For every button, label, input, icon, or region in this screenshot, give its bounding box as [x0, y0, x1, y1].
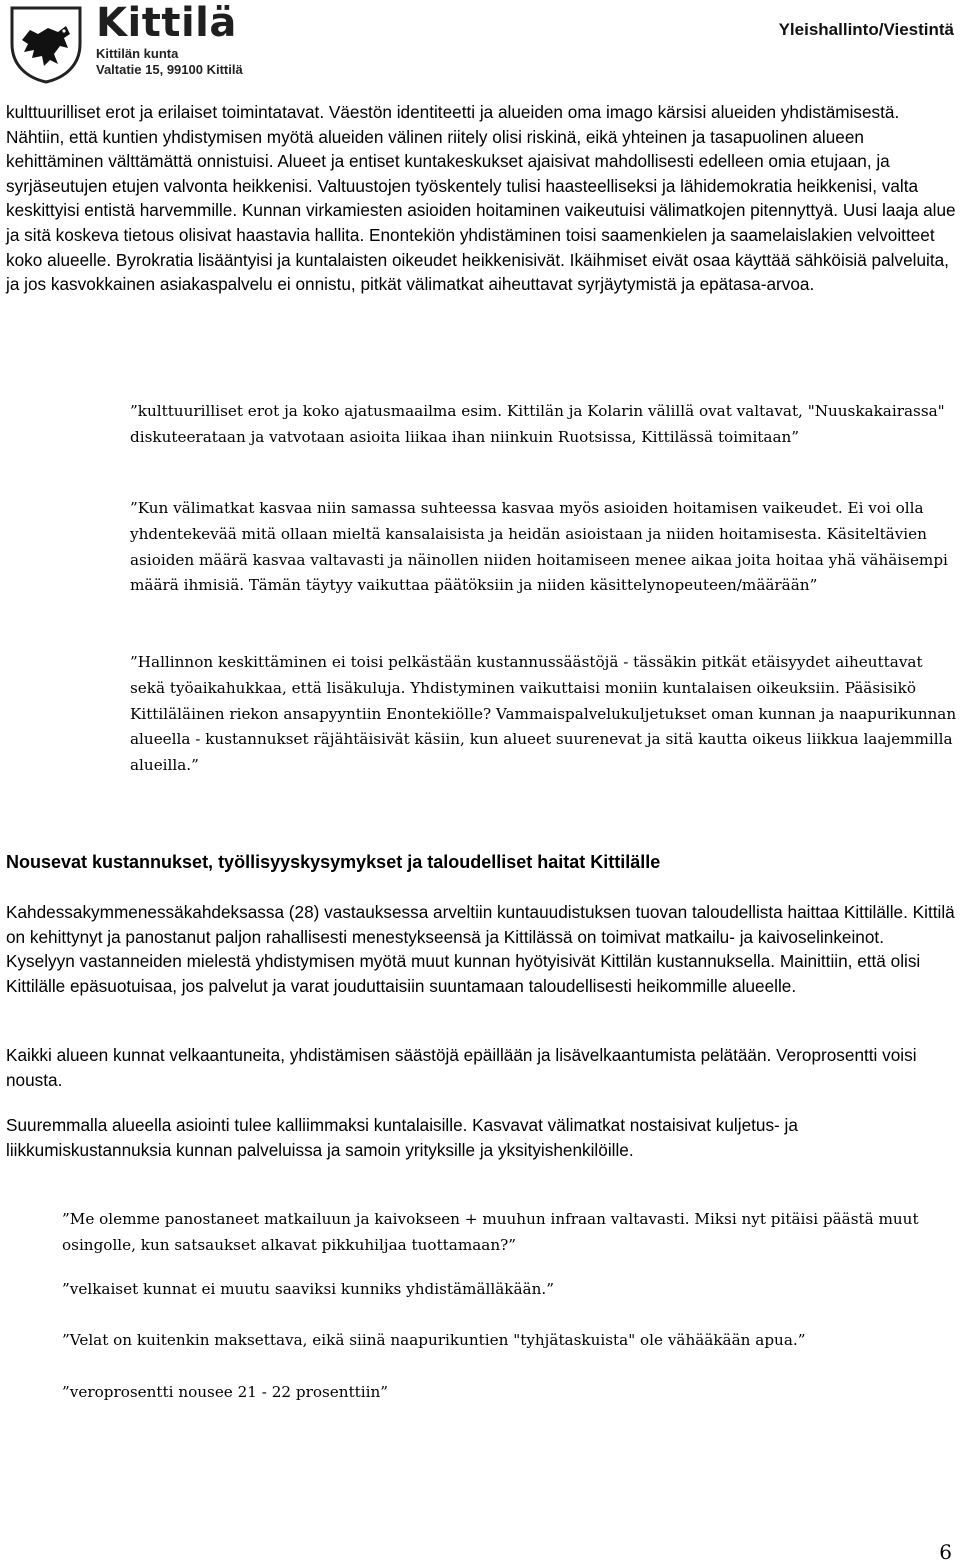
org-address: Valtatie 15, 99100 Kittilä: [96, 62, 243, 77]
section-heading: Nousevat kustannukset, työllisyyskysymykset ja taloudelliset haitat Kittilälle: [6, 852, 661, 872]
quote-debts-paid: ”Velat on kuitenkin maksettava, eikä siinä naapurikuntien "tyhjätaskuista" ole vähääkään apua.”: [62, 1331, 806, 1349]
department-label: Yleishallinto/Viestintä: [778, 20, 954, 39]
quote-investments: ”Me olemme panostaneet matkailuun ja kaivokseen + muuhun infraan valtavasti. Miksi nyt pitäisi päästä muut osingolle, kun satsaukset alkavat pikkuhiljaa tuottamaan?”: [62, 1210, 919, 1254]
brand-name: Kittilä: [96, 0, 237, 46]
wolf-crest-icon: [8, 4, 84, 84]
page-number: 6: [939, 1540, 952, 1564]
brand-block: [96, 0, 243, 78]
quote-distances: ”Kun välimatkat kasvaa niin samassa suhteessa kasvaa myös asioiden hoitamisen vaikeudet. Ei voi olla yhdentekevää mitä ollaan mieltä kansalaisista ja heidän asioistaan ja niiden hoitamisesta. Käsiteltävien asioiden määrä kasvaa valtavasti ja näinollen niiden hoitamiseen menee aikaa joita hoitaa yhä vähäisempi määrä ihmisiä. Tämän täytyy vaikuttaa päätöksiin ja niiden käsittelynopeuteen/määrään”: [130, 499, 948, 595]
paragraph-debt: Kaikki alueen kunnat velkaantuneita, yhdistämisen säästöjä epäillään ja lisävelkaantumista pelätään. Veroprosentti voisi nousta.: [6, 1045, 917, 1090]
quote-cultural-differences: ”kulttuurilliset erot ja koko ajatusmaailma esim. Kittilän ja Kolarin välillä ovat valtavat, "Nuuskakairassa" diskuteerataan ja vatvotaan asioita liikaa ihan niinkuin Ruotsissa, Kittilässä toimitaan”: [130, 402, 945, 446]
paragraph-costs: Suuremmalla alueella asiointi tulee kalliimmaksi kuntalaisille. Kasvavat välimatkat nostaisivat kuljetus- ja liikkumiskustannuksia kunnan palveluissa ja samoin yrityksille ja yksityishenkilöille.: [6, 1115, 798, 1160]
paragraph-intro: kulttuurilliset erot ja erilaiset toimintatavat. Väestön identiteetti ja alueiden oma imago kärsisi alueiden yhdistämisestä. Nähtiin, että kuntien yhdistymisen myötä alueiden välinen riitely olisi riskinä, eikä yhteinen ja tasapuolinen alueen kehittäminen välttämättä onnistuisi. Alueet ja entiset kuntakeskukset ajaisivat mahdollisesti edelleen omia etujaan, ja syrjäseutujen etujen valvonta heikkenisi. Valtuustojen työskentely tulisi haasteelliseksi ja lähidemokratia heikkenisi, valta keskittyisi entistä harvemmille. Kunnan virkamiesten asioiden hoitaminen vaikeutuisi välimatkojen pitennyttyä. Uusi laaja alue ja sitä koskeva tietous olisivat haastavia hallita. Enontekiön yhdistäminen toisi saamenkielen ja saamelaislakien velvoitteet koko alueelle. Byrokratia lisääntyisi ja kuntalaisten oikeudet heikkenisivät. Ikäihmiset eivät osaa käyttää sähköisiä palveluita, ja jos kasvokkainen asiakaspalvelu ei onnistu, pitkät välimatkat aiheuttavat syrjäytymistä ja epätasa-arvoa.: [6, 102, 956, 295]
quote-indebted-municipalities: ”velkaiset kunnat ei muutu saaviksi kunniks yhdistämälläkään.”: [62, 1280, 554, 1298]
org-name: Kittilän kunta: [96, 46, 179, 61]
page-header: [0, 0, 960, 92]
quote-tax-rate: ”veroprosentti nousee 21 - 22 prosenttiin”: [62, 1383, 389, 1401]
quote-centralization: ”Hallinnon keskittäminen ei toisi pelkästään kustannussäästöjä - tässäkin pitkät etäisyydet aiheuttavat sekä työaikahukkaa, että lisäkuluja. Yhdistyminen vaikuttaisi moniin kuntalaisen oikeuksiin. Pääsisikö Kittiläläinen riekon ansapyyntiin Enontekiölle? Vammaispalvelukuljetukset oman kunnan ja naapurikunnan alueella - kustannukset räjähtäisivät käsiin, kun alueet suurenevat ja sitä kautta oikeus liikkua laajemmilla alueilla.”: [130, 653, 957, 775]
paragraph-economic-harm: Kahdessakymmenessäkahdeksassa (28) vastauksessa arveltiin kuntauudistuksen tuovan taloudellista haittaa Kittilälle. Kittilä on kehittynyt ja panostanut paljon rahallisesti menestykseensä ja Kittilässä on toimivat matkailu- ja kaivoselinkeinot. Kyselyyn vastanneiden mielestä yhdistymisen myötä muut kunnan hyötyisivät Kittilän kustannuksella. Mainittiin, että olisi Kittilälle epäsuotuisaa, jos palvelut ja varat jouduttaisiin suuntamaan taloudellisesti heikommille alueelle.: [6, 902, 955, 996]
